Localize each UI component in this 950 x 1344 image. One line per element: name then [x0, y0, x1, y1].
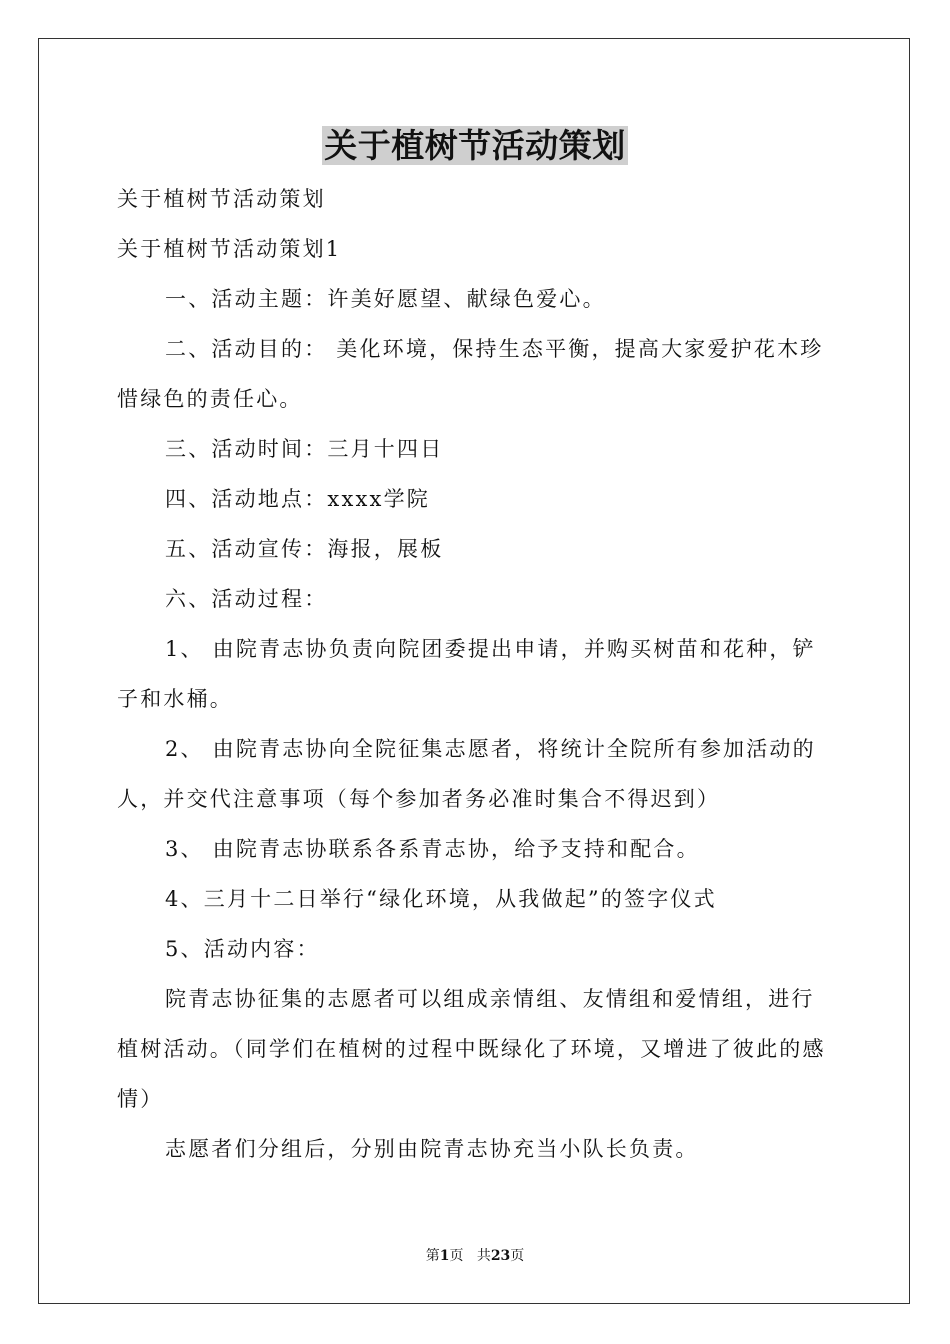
body-paragraph: 3、 由院青志协联系各系青志协，给予支持和配合。 [165, 837, 700, 861]
body-paragraph: 2、 由院青志协向全院征集志愿者，将统计全院所有参加活动的人，并交代注意事项（每个参加者务必准时集合不得迟到） [117, 737, 816, 811]
document-body [117, 174, 833, 1174]
page-number: 1 [439, 1248, 450, 1264]
total-prefix: 共 [476, 1248, 491, 1264]
document-title [0, 124, 950, 168]
document-title-text: 关于植树节活动策划 [324, 126, 626, 165]
body-paragraph: 关于植树节活动策划1 [117, 237, 342, 261]
body-paragraph: 4、三月十二日举行“绿化环境，从我做起”的签字仪式 [165, 887, 717, 911]
body-paragraph: 四、活动地点：xxxx学院 [165, 487, 430, 511]
body-paragraph: 五、活动宣传：海报，展板 [165, 537, 444, 561]
body-paragraph: 一、活动主题：许美好愿望、献绿色爱心。 [165, 287, 606, 311]
total-pages: 23 [490, 1248, 511, 1264]
page-prefix: 第 [425, 1248, 440, 1264]
body-paragraph: 院青志协征集的志愿者可以组成亲情组、友情组和爱情组，进行植树活动。（同学们在植树的过程中既绿化了环境，又增进了彼此的感情） [117, 987, 826, 1111]
body-paragraph: 三、活动时间：三月十四日 [165, 437, 444, 461]
page-footer [0, 1246, 950, 1266]
body-paragraph: 志愿者们分组后，分别由院青志协充当小队长负责。 [165, 1137, 699, 1161]
body-paragraph: 关于植树节活动策划 [117, 187, 326, 211]
body-paragraph: 六、活动过程： [165, 587, 328, 611]
body-paragraph: 二、活动目的： 美化环境，保持生态平衡，提高大家爱护花木珍惜绿色的责任心。 [117, 337, 824, 411]
page-suffix: 页 [449, 1248, 464, 1264]
body-paragraph: 1、 由院青志协负责向院团委提出申请，并购买树苗和花种，铲子和水桶。 [117, 637, 816, 711]
total-suffix: 页 [510, 1248, 525, 1264]
body-paragraph: 5、活动内容： [165, 937, 320, 961]
